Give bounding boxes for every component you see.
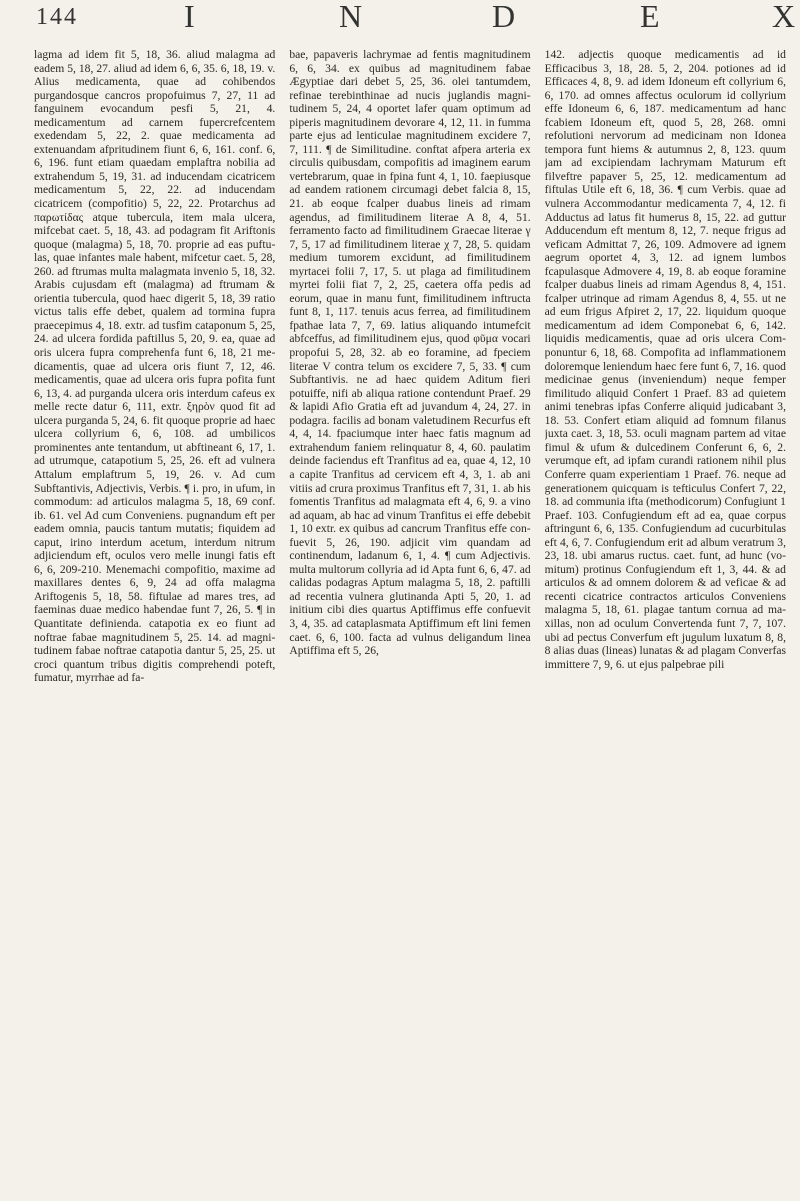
index-column-middle (289, 48, 530, 1191)
column-text: lagma ad idem fit 5, 18, 36. aliud malagma ad eadem 5, 18, 27. aliud ad idem 6, 6, 35. 6, 18, 19. v. Alius medicamenta, quae ad cohibendos purgandosque cancros propofuimus 7, 27, 11 ad fanguinem evocandum pesfi 5, 21, 4. medicamentum ad carnem fupercrefcentem exedendam 5, 22, 2. quae medicamenta ad extenuandam afpritudinem fiunt 6, 6, 161. conf. 6, 6, 196. funt etiam quaedam emplaftra nobilia ad extrahendum 5, 19, 31. ad inducendam cicatricem medicamentum 5, 22, 22. ad inducendam cicatricem (compofitio) 5, 22, 22. Protarchus ad παρωτίδας atque tubercula, item mala ulcera, mifcebat caet. 5, 18, 43. ad podagram fit Ariftonis quoque (malagma) 5, 18, 70. proprie ad eas puftulas, quae infantes male habent, mifcetur caet. 5, 28, 260. ad ftrumas multa malagmata invenio 5, 18, 32. Arabis cujusdam eft (malagma) ad ftrumam & orientia tubercula, quod haec digerit 5, 18, 39 ratio victus talis effe debet, qualem ad tormina fupra praecepimus 4, 18. extr. ad tusfim cataponum 5, 25, 24. ad ulcera fordida paftillus 5, 20, 9. ea, quae ad oris ulcera fupra comprehenfa funt 6, 18, 21 medicamentis, quae ad ulcera oris fiunt 7, 12, 46. medicamentis, quae ad ulcera oris fupra pofita funt 6, 13, 4. ad purganda ulcera oris interdum cafeus ex melle recte datur 6, 111, extr. ξηρὸν quod fit ad ulcera purganda 5, 24, 6. fit quoque proprie ad haec ulcera collyrium 6, 6, 108. ad umbilicos prominentes ante tentandum, ut abftineant 6, 17, 1. ad utrumque, catapotium 5, 25, 26. eft ad vulnera Attalum emplaftrum 5, 19, 26. v. Ad cum Subftantivis, Adjectivis, Verbis. ¶ i. pro, in ufum, in commodum: ad articulos malagma 5, 18, 69 conf. ib. 61. vel Ad cum Conveniens. pugnandum eft per eadem omnia, paucis tantum mutatis; fiquidem ad caput, irino interdum acetum, interdum nitrum adjiciendum eft, oculos vero melle inungi fatis eft 6, 6, 209-210. Menemachi compofitio, maxime ad maxillares dentes 6, 9, 24 ad offa malagma Ariftogenis 5, 18, 58. fiftulae ad mares tres, ad faeminas duae medico habendae funt 7, 26, 5. ¶ in Quantitate definienda. catapotia ex eo fiunt ad noftrae fabae magnitudinem 5, 25. 14. ad magnitudinem fabae noftrae catapotia dantur 5, 25, 25. ut croci quantum tribus digitis comprehendi poteft, fumatur, myrrhae ad fa- (34, 48, 276, 685)
column-text: bae, papaveris lachrymae ad fentis magnitudinem 6, 6, 34. ex quibus ad magnitudinem fabae Ægyptiae dari debet 5, 25, 36. olei tantumdem, refinae terebinthinae ad nucis juglandis magnitudinem 5, 24, 4 oportet lafer quam optimum ad piperis magnitudinem devorare 4, 12, 11. in fumma parte ejus ad lenticulae magnitudinem excidere 7, 7, 111. ¶ de Similitudine. conftat afpera arteria ex circulis quibusdam, compofitis ad imaginem earum vertebrarum, quae in fpina funt 4, 1, 10. faepiusque ad eandem rationem circumagi debet falcia 8, 15, 21. ab eoque fcalper duabus lineis ad rimam agendus, ad fimilitudinem literae A 8, 4, 51. ferramento facto ad fimilitudinem Graecae literae γ 7, 5, 17 ad fimilitudinem literae χ 7, 28, 5. quidam medium tumorem excidunt, ad fimilitudinem myrtacei folii 7, 17, 5. ut plaga ad fimilitudinem myrtei folii fiat 7, 2, 25, caetera offa pedis ad eorum, quae in manu funt, fimilitudinem inftructa funt 8, 1, 117. tenuis acus ferrea, ad fimilitudinem fpathae lata 7, 7, 69. latius aliquando intumefcit abfceffus, ad fimilitudinem ejus, quod φῦμα vocari propofui 5, 28, 32. ab eo foramine, ad fpeciem literae V contra telum os excidere 7, 5, 33. ¶ cum Subftantivis. ne ad haec quidem Aditum fieri potuiffe, nifi ab aliqua ratione contendunt Praef. 29 & lapidi Afio Gratia eft ad juvandum 4, 24, 27. in podagra. facilis ad bonam valetudinem Recurfus eft 4, 4, 14. fpaciumque inter haec fatis magnum ad extrahendum faniem relinquatur 8, 4, 60. paulatim deinde faciendus eft Tranfitus ad ea, quae 4, 12, 10 a capite Tranfitus ad cervicem eft 4, 3, 1. ab ani vitiis ad crura proximus Tranfitus eft 7, 31, 1. ab his fomentis Tranfitus ad malagmata eft 4, 6, 9. a vino ad aquam, ab hac ad vinum Tranfitus ei effe debebit 1, 10 extr. ex quibus ad cancrum Tranfitus effe confuevit 5, 26, 190. adjicit vim quandam ad continendum, ladanum 6, 1, 4. ¶ cum Adjectivis. multa multorum collyria ad id Apta funt 6, 6, 47. ad calidas podagras Aptum malagma 5, 18, 2. paftilli ad recentia vulnera glutinanda Apti 5, 20, 1. ad initium cibi dies quartus Aptiffimus effe confuevit 3, 4, 35. ad cataplasmata Aptiffimum eft lini femen caet. 6, 6, 100. facta ad vulnus deligandum linea Aptiffima eft 5, 26, (289, 48, 531, 658)
running-header (34, 0, 798, 42)
header-letter-d: D (492, 0, 518, 34)
header-letter-n: N (339, 0, 365, 34)
column-text: 142. adjectis quoque medicamentis ad id Efficacibus 3, 18, 28. 5, 2, 204. potiones ad id Efficaces 4, 8, 9. ad idem Idoneum eft collyrium 6, 6, 170. ad omnes affectus oculorum id collyrium effe Idoneum 6, 6, 187. medicamentum ad hanc fcabiem Idoneum eft, quod 5, 28, 268. omni refolutioni nervorum ad medicinam non Idonea tempora funt hiems & autumnus 2, 8, 123. quum jam ad excipiendam lachrymam Maturum eft filveftre papaver 5, 25, 12. medicamentum ad fiftulas Utile eft 6, 18, 36. ¶ cum Verbis. quae ad vulnera Accommodantur medicamenta 7, 4, 12. fi Adductus ad latus fit humerus 8, 15, 22. ad guttur Adducendum eft mentum 8, 12, 7. neque frigus ad veficam Admittat 7, 26, 109. Admovere ad ignem aegrum oportet 4, 3, 12. ad ignem lumbos fcapulasque Admovere 4, 19, 8. ab eoque foramine fcalper duabus lineis ad rimam Agendus 8, 4, 151. fcalper utrinque ad rimam Agendus 8, 4, 55. ut ne ad eum frigus Afpiret 2, 17, 22. liquidum quoque medicamentum ad idem Componebat 6, 6, 142. liquidis medicamentis, quae ad oris ulcera Componuntur 6, 18, 68. Compofita ad inflammationem doloremque leniendum haec fere funt 6, 7, 16. quod medicinae genus (inveniendum) neque femper fimilitudo aliquid Confert 1 Praef. 83 ad quietem animi tenebras ipfas Conferre aliquid judicabant 3, 18. 53. Confert etiam aliquid ad fomnum filanus juxta caet. 3, 18, 53. oculi magnam partem ad vitae fimul & ufum & dulcedinem Conferunt 6, 6, 2. verumque eft, ad ipfam curandi rationem nihil plus Conferre quam experientiam 1 Praef. 76. neque ad generationem quicquam is tefticulus Confert 7, 22, 18. ad communia ifta (methodicorum) Confugiunt 1 Praef. 103. Confugiendum eft ad ea, quae corpus aftringunt 6, 6, 135. Confugiendum ad cucurbitulas eft 4, 6, 7. Confugiendum erit ad album veratrum 3, 23, 18. ubi amarus ructus. caet. funt, ad hunc (vomitum) protinus Confugiendum eft 1, 3, 44. & ad articulos & ad omnem dolorem & ad veficae & ad recenti cicatrice contractos articulos Conveniens malagma 5, 18, 61. plagae tantum cornua ad maxillas, non ad oculum Convertenda funt 7, 7, 107. ubi ad pectus Converfum eft jugulum luxatum 8, 8, 8 alias duas (lineas) lunatas & ad plagam Converfas immittere 7, 9, 6. ut ejus palpebrae pili (544, 48, 786, 671)
header-letter-x: X (772, 0, 798, 34)
header-letter-i: I (184, 0, 197, 34)
index-columns (34, 48, 786, 1191)
index-column-left (34, 48, 275, 1191)
header-letter-e: E (640, 0, 662, 34)
page-number: 144 (36, 4, 78, 30)
index-column-right (545, 48, 786, 1191)
